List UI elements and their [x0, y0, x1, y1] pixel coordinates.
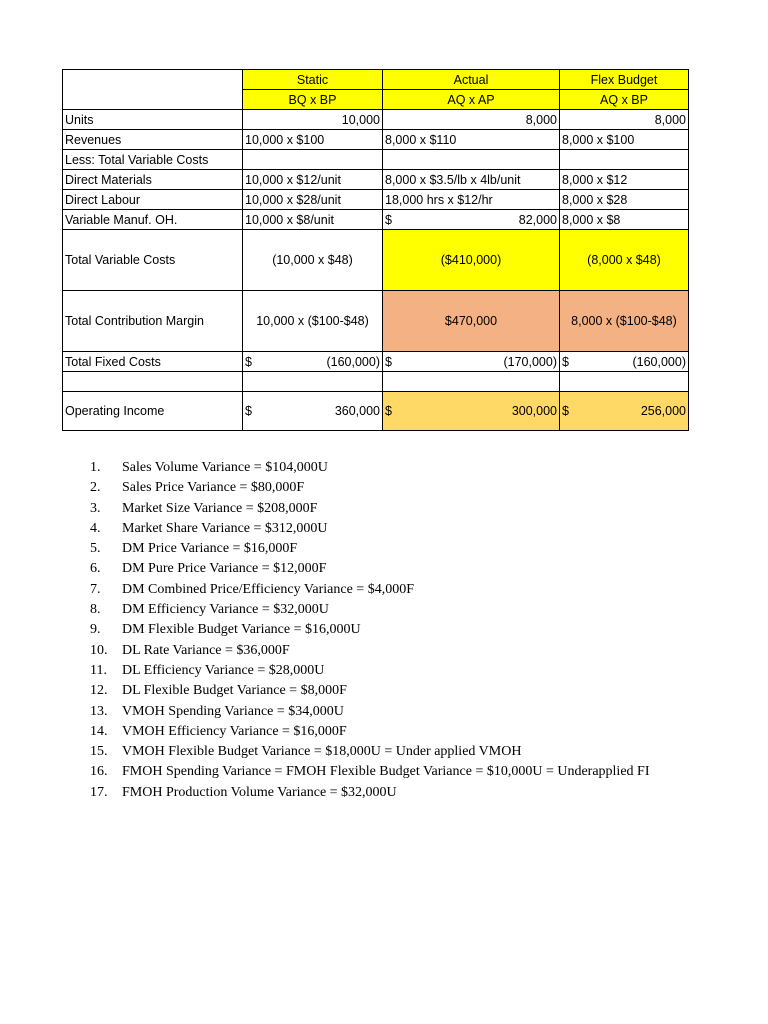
dollar-sign: $ [385, 212, 392, 227]
variance-number: 7. [90, 581, 101, 597]
total-variable-costs-actual: ($410,000) [383, 230, 560, 291]
variance-item [90, 600, 650, 620]
operating-income-flex [560, 392, 689, 431]
variance-text: Market Size Variance = $208,000F [122, 500, 318, 516]
variance-item [90, 762, 650, 782]
variance-number: 5. [90, 541, 101, 557]
blank-row [63, 372, 689, 392]
variance-number: 8. [90, 602, 101, 618]
total-variable-costs-static: (10,000 x $48) [243, 230, 383, 291]
variance-item [90, 499, 650, 519]
variance-text: DM Price Variance = $16,000F [122, 541, 298, 557]
variance-text: FMOH Production Volume Variance = $32,000U [122, 784, 397, 800]
dollar-sign: $ [385, 354, 392, 369]
less-variable-costs-row [63, 150, 689, 170]
variable-overhead-actual-amount: 82,000 [518, 212, 557, 227]
units-actual: 8,000 [383, 110, 560, 130]
dollar-sign: $ [562, 404, 569, 418]
fixed-costs-label: Total Fixed Costs [63, 352, 243, 372]
fixed-costs-static-amount: (160,000) [326, 354, 380, 369]
variance-number: 1. [90, 460, 101, 475]
variance-number: 16. [90, 764, 108, 780]
contribution-margin-actual: $470,000 [383, 291, 560, 352]
direct-labour-row [63, 190, 689, 210]
variance-item [90, 580, 650, 600]
variance-text: DM Efficiency Variance = $32,000U [122, 602, 329, 618]
operating-income-row [63, 392, 689, 431]
variance-item [90, 641, 650, 661]
fixed-costs-flex-amount: (160,000) [632, 354, 686, 369]
direct-materials-flex: 8,000 x $12 [560, 170, 689, 190]
variance-item [90, 458, 650, 478]
variance-text: DM Pure Price Variance = $12,000F [122, 561, 327, 577]
fixed-costs-static [243, 352, 383, 372]
variable-overhead-row [63, 210, 689, 230]
variance-number: 11. [90, 662, 107, 678]
contribution-margin-label: Total Contribution Margin [63, 291, 243, 352]
variance-item [90, 722, 650, 742]
variance-item [90, 702, 650, 722]
variance-number: 6. [90, 561, 101, 577]
units-flex: 8,000 [560, 110, 689, 130]
flex-budget-header: Flex Budget [560, 70, 689, 90]
variance-text: DM Combined Price/Efficiency Variance = $4,000F [122, 581, 414, 597]
variance-item [90, 478, 650, 498]
operating-income-label: Operating Income [63, 392, 243, 431]
variance-text: DL Rate Variance = $36,000F [122, 642, 290, 658]
variance-number: 3. [90, 500, 101, 516]
variance-item [90, 559, 650, 579]
empty-cell [243, 372, 383, 392]
revenues-static: 10,000 x $100 [243, 130, 383, 150]
direct-materials-static: 10,000 x $12/unit [243, 170, 383, 190]
revenues-row [63, 130, 689, 150]
variance-number: 17. [90, 784, 108, 800]
direct-labour-flex: 8,000 x $28 [560, 190, 689, 210]
variance-number: 10. [90, 642, 108, 658]
variance-text: DM Flexible Budget Variance = $16,000U [122, 622, 361, 638]
revenues-actual: 8,000 x $110 [383, 130, 560, 150]
fixed-costs-actual-amount: (170,000) [503, 354, 557, 369]
variable-overhead-static: 10,000 x $8/unit [243, 210, 383, 230]
variance-item [90, 519, 650, 539]
revenues-flex: 8,000 x $100 [560, 130, 689, 150]
less-variable-costs-label: Less: Total Variable Costs [63, 150, 243, 170]
direct-labour-label: Direct Labour [63, 190, 243, 210]
contribution-margin-flex: 8,000 x ($100-$48) [560, 291, 689, 352]
variance-number: 2. [90, 480, 101, 496]
units-static: 10,000 [243, 110, 383, 130]
variance-item [90, 681, 650, 701]
dollar-sign: $ [245, 404, 252, 418]
variance-item [90, 620, 650, 640]
fixed-costs-row [63, 352, 689, 372]
variance-number: 14. [90, 723, 108, 739]
variance-number: 15. [90, 744, 108, 760]
direct-materials-label: Direct Materials [63, 170, 243, 190]
variance-list [90, 458, 650, 803]
variance-text: Sales Volume Variance = $104,000U [122, 460, 328, 475]
fixed-costs-flex [560, 352, 689, 372]
variance-number: 4. [90, 520, 101, 536]
total-variable-costs-flex: (8,000 x $48) [560, 230, 689, 291]
variance-text: VMOH Flexible Budget Variance = $18,000U = Under applied VMOH [122, 744, 522, 760]
direct-labour-actual: 18,000 hrs x $12/hr [383, 190, 560, 210]
actual-subheader: AQ x AP [383, 90, 560, 110]
direct-labour-static: 10,000 x $28/unit [243, 190, 383, 210]
dollar-sign: $ [385, 404, 392, 418]
operating-income-static [243, 392, 383, 431]
total-variable-costs-label: Total Variable Costs [63, 230, 243, 291]
variance-text: DL Efficiency Variance = $28,000U [122, 662, 325, 678]
empty-cell [383, 372, 560, 392]
empty-cell [383, 150, 560, 170]
dollar-sign: $ [562, 354, 569, 369]
empty-cell [243, 150, 383, 170]
variance-item [90, 661, 650, 681]
empty-cell [560, 150, 689, 170]
operating-income-static-amount: 360,000 [334, 404, 380, 418]
revenues-label: Revenues [63, 130, 243, 150]
units-row [63, 110, 689, 130]
variance-text: Market Share Variance = $312,000U [122, 520, 328, 536]
variance-text: Sales Price Variance = $80,000F [122, 480, 305, 496]
contribution-margin-row [63, 291, 689, 352]
variance-number: 13. [90, 703, 108, 719]
variance-item [90, 783, 650, 803]
dollar-sign: $ [245, 354, 252, 369]
units-label: Units [63, 110, 243, 130]
total-variable-costs-row [63, 230, 689, 291]
static-header: Static [243, 70, 383, 90]
variance-item [90, 742, 650, 762]
variable-overhead-flex: 8,000 x $8 [560, 210, 689, 230]
contribution-margin-static: 10,000 x ($100-$48) [243, 291, 383, 352]
variance-number: 9. [90, 622, 101, 638]
variance-text: FMOH Spending Variance = FMOH Flexible Budget Variance = $10,000U = Underapplied FI [122, 764, 650, 780]
variance-worksheet-table [62, 69, 689, 431]
variable-overhead-label: Variable Manuf. OH. [63, 210, 243, 230]
variable-overhead-actual [383, 210, 560, 230]
empty-cell [63, 372, 243, 392]
empty-cell [560, 372, 689, 392]
direct-materials-row [63, 170, 689, 190]
variance-item [90, 539, 650, 559]
variance-text: VMOH Spending Variance = $34,000U [122, 703, 344, 719]
header-blank-cell [63, 70, 243, 110]
operating-income-actual-amount: 300,000 [511, 404, 557, 418]
direct-materials-actual: 8,000 x $3.5/lb x 4lb/unit [383, 170, 560, 190]
flex-budget-subheader: AQ x BP [560, 90, 689, 110]
operating-income-flex-amount: 256,000 [640, 404, 686, 418]
variance-text: DL Flexible Budget Variance = $8,000F [122, 683, 347, 699]
fixed-costs-actual [383, 352, 560, 372]
static-subheader: BQ x BP [243, 90, 383, 110]
variance-number: 12. [90, 683, 108, 699]
actual-header: Actual [383, 70, 560, 90]
variance-text: VMOH Efficiency Variance = $16,000F [122, 723, 347, 739]
operating-income-actual [383, 392, 560, 431]
